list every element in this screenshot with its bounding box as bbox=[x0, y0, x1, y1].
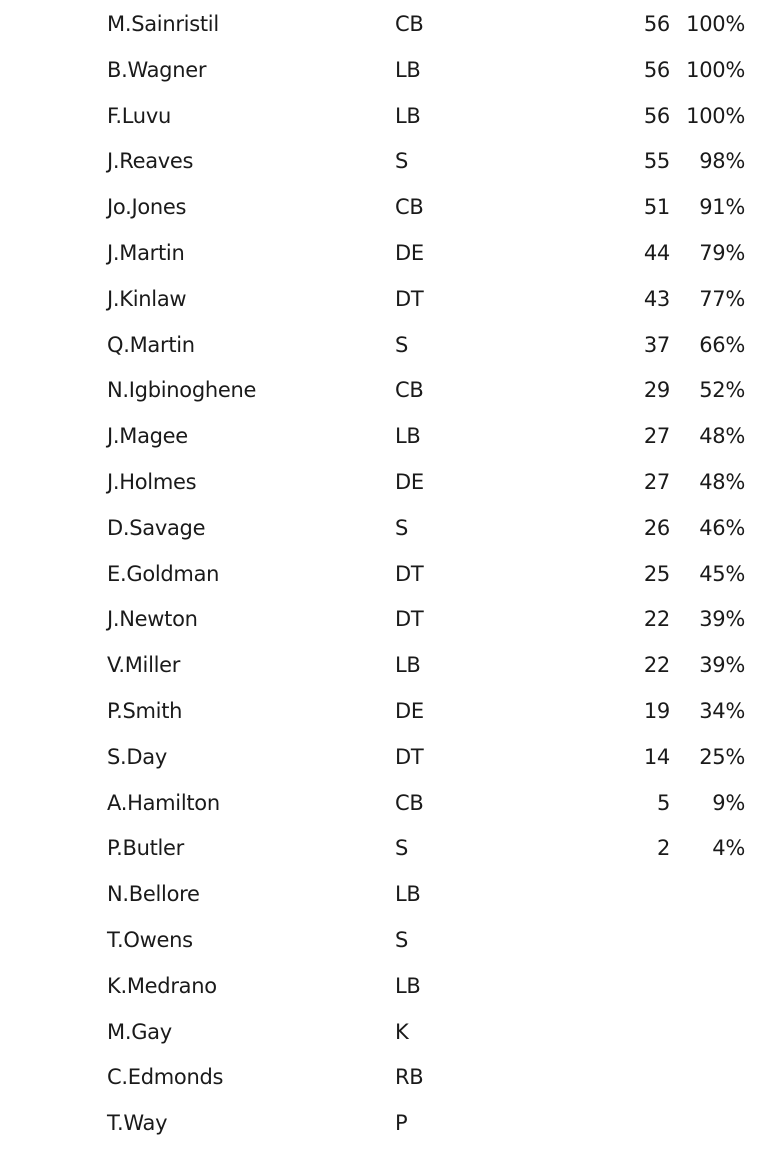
snap-count: 44 bbox=[643, 241, 670, 265]
snap-count: 27 bbox=[643, 470, 670, 494]
player-name: M.Gay bbox=[107, 1019, 172, 1044]
player-position: DT bbox=[395, 744, 424, 769]
table-row bbox=[0, 276, 774, 322]
player-position: DE bbox=[395, 241, 424, 265]
player-name: P.Butler bbox=[107, 836, 185, 861]
table-row bbox=[0, 688, 774, 734]
snap-percentage: 77% bbox=[699, 286, 745, 311]
table-row bbox=[0, 642, 774, 688]
table-row bbox=[0, 230, 774, 276]
table-row bbox=[0, 93, 774, 139]
player-name: J.Newton bbox=[107, 607, 198, 632]
snap-percentage: 25% bbox=[699, 744, 745, 769]
snap-count: 27 bbox=[643, 424, 670, 449]
player-name: B.Wagner bbox=[107, 57, 207, 82]
player-position: CB bbox=[395, 790, 424, 815]
table-row bbox=[0, 505, 774, 551]
player-name: N.Bellore bbox=[107, 882, 200, 907]
table-row bbox=[0, 184, 774, 230]
player-position: S bbox=[395, 928, 409, 952]
player-name: S.Day bbox=[107, 744, 167, 769]
player-position: LB bbox=[395, 57, 421, 82]
player-position: LB bbox=[395, 882, 421, 907]
table-row bbox=[0, 1, 774, 47]
snap-count: 51 bbox=[643, 195, 670, 220]
table-row bbox=[0, 413, 774, 459]
snap-percentage: 39% bbox=[699, 653, 745, 678]
snap-count: 56 bbox=[643, 103, 670, 128]
player-name: T.Owens bbox=[107, 928, 193, 952]
snap-percentage: 46% bbox=[699, 515, 745, 540]
table-row bbox=[0, 322, 774, 368]
snap-percentage: 4% bbox=[712, 836, 745, 861]
player-position: DT bbox=[395, 286, 424, 311]
table-row bbox=[0, 1009, 774, 1055]
player-name: E.Goldman bbox=[107, 561, 220, 586]
snap-count: 22 bbox=[643, 653, 670, 678]
snap-percentage: 52% bbox=[699, 378, 745, 403]
player-position: LB bbox=[395, 424, 421, 449]
snap-count: 2 bbox=[656, 836, 670, 861]
player-position: S bbox=[395, 332, 409, 357]
player-position: RB bbox=[395, 1065, 424, 1090]
snap-count: 37 bbox=[643, 332, 670, 357]
player-name: Q.Martin bbox=[107, 332, 195, 357]
player-name: J.Magee bbox=[107, 424, 188, 449]
player-name: J.Holmes bbox=[107, 470, 197, 494]
table-row bbox=[0, 367, 774, 413]
player-position: S bbox=[395, 836, 409, 861]
snap-count: 19 bbox=[643, 699, 670, 723]
snap-percentage: 100% bbox=[686, 12, 745, 36]
table-row bbox=[0, 459, 774, 505]
player-position: CB bbox=[395, 195, 424, 220]
snap-count: 14 bbox=[643, 744, 670, 769]
snap-count: 56 bbox=[643, 12, 670, 36]
snap-percentage: 9% bbox=[712, 790, 745, 815]
table-row bbox=[0, 47, 774, 93]
snap-percentage: 100% bbox=[686, 57, 745, 82]
player-name: J.Kinlaw bbox=[107, 286, 187, 311]
snap-count: 22 bbox=[643, 607, 670, 632]
player-name: C.Edmonds bbox=[107, 1065, 224, 1090]
player-name: K.Medrano bbox=[107, 973, 217, 998]
player-position: P bbox=[395, 1111, 408, 1136]
snap-percentage: 98% bbox=[699, 149, 745, 174]
snap-percentage: 34% bbox=[699, 699, 745, 723]
player-name: Jo.Jones bbox=[107, 195, 187, 220]
snap-percentage: 100% bbox=[686, 103, 745, 128]
snap-count: 26 bbox=[643, 515, 670, 540]
player-position: LB bbox=[395, 973, 421, 998]
player-position: DE bbox=[395, 699, 424, 723]
table-row bbox=[0, 138, 774, 184]
table-row bbox=[0, 734, 774, 780]
snap-count: 25 bbox=[643, 561, 670, 586]
table-row bbox=[0, 825, 774, 871]
snap-percentage: 48% bbox=[699, 470, 745, 494]
player-name: N.Igbinoghene bbox=[107, 378, 257, 403]
player-position: DT bbox=[395, 607, 424, 632]
player-position: LB bbox=[395, 103, 421, 128]
snap-count: 56 bbox=[643, 57, 670, 82]
table-row bbox=[0, 1100, 774, 1146]
player-name: J.Reaves bbox=[107, 149, 194, 174]
player-name: J.Martin bbox=[107, 241, 185, 265]
snap-count: 55 bbox=[643, 149, 670, 174]
player-name: M.Sainristil bbox=[107, 12, 219, 36]
table-row bbox=[0, 871, 774, 917]
snap-percentage: 91% bbox=[699, 195, 745, 220]
table-row bbox=[0, 963, 774, 1009]
player-name: F.Luvu bbox=[107, 103, 171, 128]
table-row bbox=[0, 1054, 774, 1100]
table-row bbox=[0, 551, 774, 597]
player-position: CB bbox=[395, 12, 424, 36]
snap-percentage: 48% bbox=[699, 424, 745, 449]
snap-percentage: 66% bbox=[699, 332, 745, 357]
player-name: A.Hamilton bbox=[107, 790, 220, 815]
snap-percentage: 39% bbox=[699, 607, 745, 632]
player-position: DE bbox=[395, 470, 424, 494]
player-name: P.Smith bbox=[107, 699, 183, 723]
player-position: S bbox=[395, 515, 409, 540]
snap-percentage: 79% bbox=[699, 241, 745, 265]
table-row bbox=[0, 917, 774, 963]
player-position: CB bbox=[395, 378, 424, 403]
table-row bbox=[0, 596, 774, 642]
player-name: T.Way bbox=[107, 1111, 168, 1136]
snap-count: 29 bbox=[643, 378, 670, 403]
player-position: LB bbox=[395, 653, 421, 678]
player-position: S bbox=[395, 149, 409, 174]
table-row bbox=[0, 780, 774, 826]
player-name: D.Savage bbox=[107, 515, 206, 540]
snap-percentage: 45% bbox=[699, 561, 745, 586]
snap-count: 43 bbox=[643, 286, 670, 311]
player-position: DT bbox=[395, 561, 424, 586]
snap-count: 5 bbox=[656, 790, 670, 815]
player-name: V.Miller bbox=[107, 653, 181, 678]
player-position: K bbox=[395, 1019, 409, 1044]
